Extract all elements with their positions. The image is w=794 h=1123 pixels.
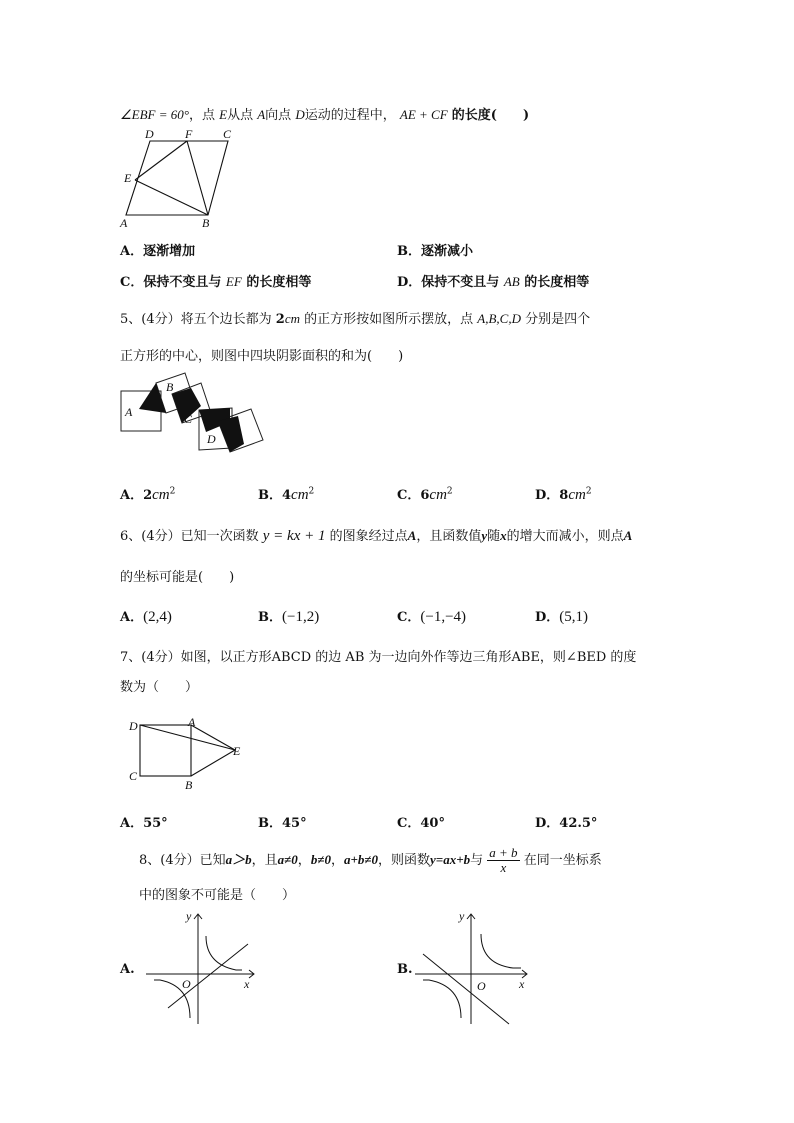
- q6-stem-line1: 6、(4分）已知一次函数 y = kx + 1 的图象经过点A，且函数值y随x的增大而减小，则点A: [120, 528, 633, 544]
- q7-stem-line1: 7、(4分）如图，以正方形ABCD 的边 AB 为一边向外作等边三角形ABE，则∠BED 的度: [120, 650, 637, 665]
- q5-figure-squares: [118, 366, 290, 466]
- q8-b-origin: O: [477, 979, 486, 993]
- q4-label-F: F: [185, 127, 193, 141]
- q7-option-a[interactable]: A．55°: [120, 816, 168, 831]
- q5-option-b[interactable]: B．$4cm^2$: [258, 486, 315, 503]
- q5-option-d[interactable]: D．$8cm^2$: [535, 486, 592, 503]
- q4-option-d[interactable]: D．保持不变且与 AB 的长度相等: [397, 274, 590, 290]
- q7-label-A: A: [188, 715, 196, 729]
- q6-option-b[interactable]: B．(−1,2): [258, 609, 320, 625]
- q8-fraction: $\frac{a + b}{x}$: [489, 845, 518, 875]
- q7-label-C: C: [129, 769, 138, 783]
- q8-a-axis-x: x: [244, 977, 250, 991]
- q8-option-a-label[interactable]: A.: [120, 962, 135, 977]
- q7-stem-line2: 数为（ ）: [120, 680, 199, 695]
- q8-stem-line2: 中的图象不可能是（ ）: [139, 888, 296, 903]
- q8-option-a-graph[interactable]: [140, 908, 260, 1026]
- q4-label-C: C: [223, 127, 232, 141]
- q6-option-c[interactable]: C．(−1,−4): [397, 609, 467, 625]
- q4-option-a[interactable]: A．逐渐增加: [120, 244, 196, 259]
- q7-label-D: D: [129, 719, 138, 733]
- q8-a-axis-y: y: [186, 909, 192, 923]
- q7-label-E: E: [233, 744, 241, 758]
- q5-option-c[interactable]: C．$6cm^2$: [397, 486, 453, 503]
- q6-option-d[interactable]: D．(5,1): [535, 609, 589, 625]
- q4-label-B: B: [202, 216, 210, 230]
- q6-option-a[interactable]: A．(2,4): [120, 609, 172, 625]
- q5-option-a[interactable]: A．$2cm^2$: [120, 486, 176, 503]
- q7-option-c[interactable]: C．40°: [397, 816, 445, 831]
- q5-label-B: B: [166, 380, 174, 394]
- q4-stem: ∠EBF = 60°，点 E从点 A向点 D运动的过程中， AE + CF 的长度( ): [120, 107, 530, 123]
- q7-option-b[interactable]: B．45°: [258, 816, 307, 831]
- q5-stem-line2: 正方形的中心，则图中四块阴影面积的和为( ): [120, 349, 404, 364]
- q4-label-A: A: [120, 216, 128, 230]
- q4-angle: ∠EBF = 60°: [120, 107, 189, 122]
- q4-option-b[interactable]: B．逐渐减小: [397, 244, 473, 259]
- q8-a-origin: O: [182, 977, 191, 991]
- q8-option-b-graph[interactable]: [405, 908, 535, 1026]
- q8-b-axis-x: x: [519, 977, 525, 991]
- q4-label-D: D: [145, 127, 154, 141]
- q8-b-axis-y: y: [459, 909, 465, 923]
- q7-figure-square-triangle: [125, 714, 255, 792]
- q5-stem-line1: 5、(4分）将五个边长都为 2cm 的正方形按如图所示摆放，点 A,B,C,D 分别是四个: [120, 311, 591, 327]
- q5-label-D: D: [207, 432, 216, 446]
- q4-label-E: E: [124, 171, 132, 185]
- q7-label-B: B: [185, 778, 193, 792]
- q8-stem-line1: 8、(4分）已知a＞b，且a≠0，b≠0，a+b≠0，则函数y=ax+b与 $\frac{a + b}{x}$ 在同一坐标系: [139, 845, 602, 875]
- q5-label-C: C: [184, 412, 193, 426]
- q8-option-b-label[interactable]: B.: [397, 962, 413, 977]
- q4-figure-parallelogram: [115, 124, 240, 232]
- q7-option-d[interactable]: D．42.5°: [535, 816, 598, 831]
- q4-option-c[interactable]: C．保持不变且与 EF 的长度相等: [120, 274, 312, 290]
- q5-label-A: A: [125, 405, 133, 419]
- q6-stem-line2: 的坐标可能是( ): [120, 570, 235, 585]
